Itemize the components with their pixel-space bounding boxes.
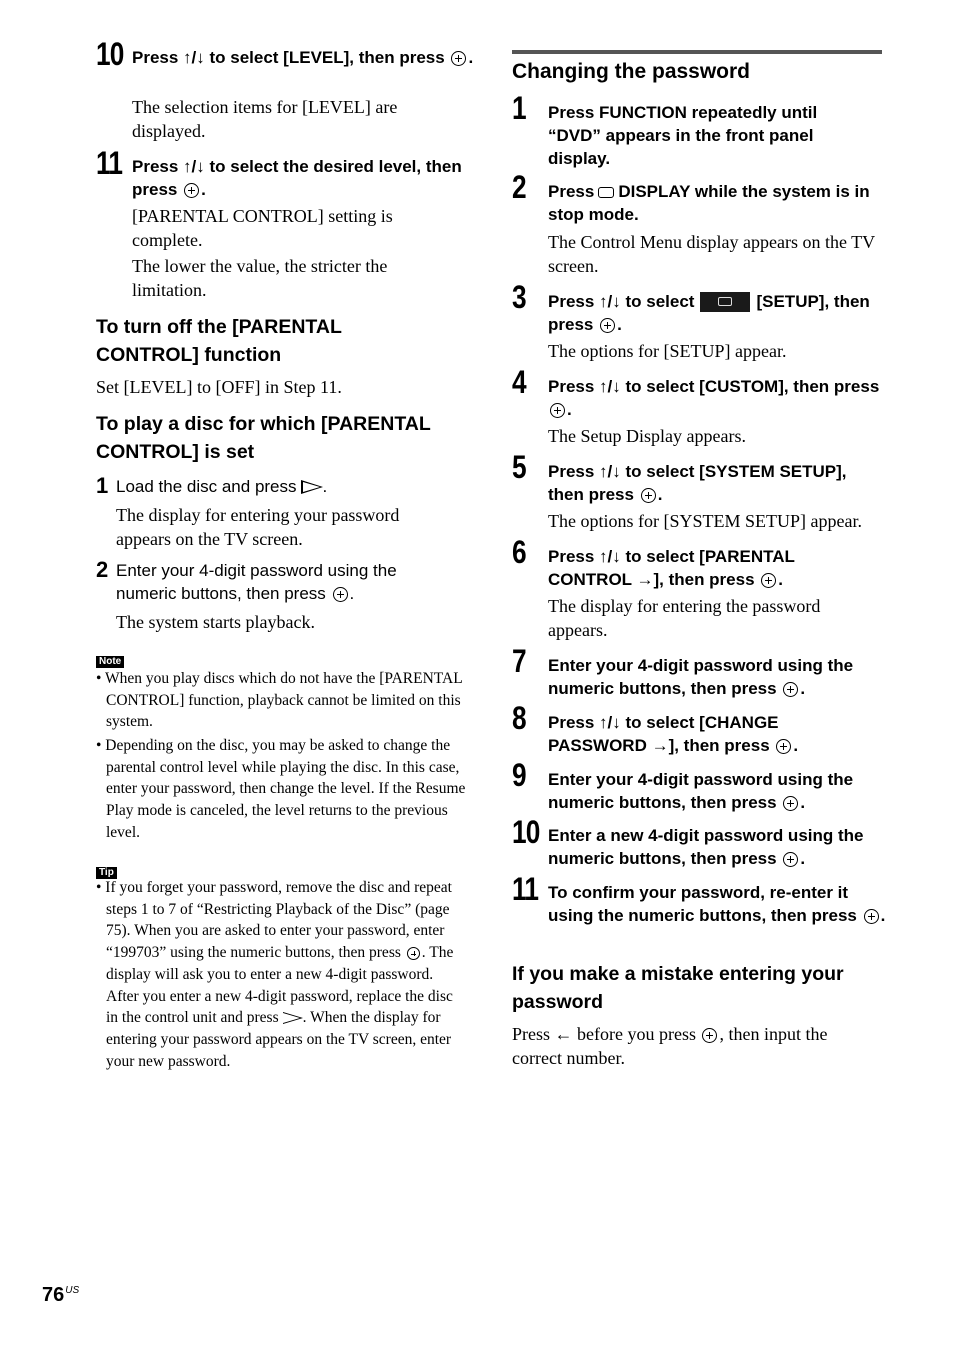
- step-instruction: Press ↑/↓ to select [CHANGE PASSWORD →], then press .: [548, 713, 799, 755]
- step-number: 11: [512, 871, 539, 907]
- mistake-body: Press ← before you press , then input the correct number.: [512, 1024, 828, 1068]
- step-number: 10: [512, 814, 540, 850]
- step-instruction: To confirm your password, re-enter it using the numeric buttons, then press .: [548, 883, 886, 925]
- turn-off-body: Set [LEVEL] to [OFF] in Step 11.: [96, 377, 342, 397]
- step-body: The options for [SETUP] appear.: [548, 341, 787, 361]
- step-instruction: Load the disc and press .: [116, 477, 328, 496]
- step-instruction: Enter your 4-digit password using the numeric buttons, then press .: [116, 561, 397, 603]
- enter-icon: [333, 587, 348, 602]
- enter-icon: [783, 852, 798, 867]
- step-instruction: Enter a new 4-digit password using the numeric buttons, then press .: [548, 826, 864, 868]
- step-number: 2: [96, 557, 109, 582]
- note-tag: Note: [96, 651, 124, 669]
- tip-tag: Tip: [96, 862, 117, 880]
- step-number: 5: [512, 449, 526, 485]
- enter-icon: [761, 573, 776, 588]
- enter-icon: [776, 739, 791, 754]
- play-disc-heading: To play a disc for which [PARENTAL CONTROL] is set: [96, 413, 431, 463]
- step-instruction: Press ↑/↓ to select the desired level, then press .: [132, 157, 462, 199]
- enter-icon: [641, 488, 656, 503]
- enter-icon: [783, 796, 798, 811]
- step-instruction: Enter your 4-digit password using the numeric buttons, then press .: [548, 656, 854, 698]
- step-body: The selection items for [LEVEL] are displayed.: [132, 97, 398, 141]
- step-body: [PARENTAL CONTROL] setting is complete.: [132, 206, 393, 250]
- step-number: 2: [512, 169, 526, 205]
- step-instruction: Press DISPLAY while the system is in stop mode.: [548, 182, 870, 224]
- enter-icon: [600, 318, 615, 333]
- step-instruction: Enter your 4-digit password using the numeric buttons, then press .: [548, 770, 854, 812]
- step-body: The display for entering your password appears on the TV screen.: [116, 505, 400, 549]
- step-number: 10: [96, 36, 124, 72]
- enter-icon: [184, 183, 199, 198]
- enter-icon: [783, 682, 798, 697]
- display-icon: [598, 187, 614, 198]
- step-number: 7: [512, 643, 526, 679]
- step-instruction: Press ↑/↓ to select [SETUP], then press .: [548, 292, 870, 334]
- turn-off-heading: To turn off the [PARENTAL CONTROL] function: [96, 316, 342, 366]
- tip-bullet: • If you forget your password, remove the disc and repeat steps 1 to 7 of “Restricting Playback of the Disc” (page 75). When you are asked to enter your password, enter “199703” using the numeric buttons, then press . The display will ask you to enter a new 4-digit password. After you enter a new 4-digit password, replace the disc in the control unit and press . When the display for entering your password appears on the TV screen, enter your new password.: [96, 879, 454, 1070]
- step-body: The system starts playback.: [116, 612, 315, 632]
- step-number: 1: [96, 473, 109, 498]
- enter-icon: [407, 947, 420, 960]
- step-body: The Control Menu display appears on the TV screen.: [548, 232, 875, 276]
- enter-icon: [864, 909, 879, 924]
- step-instruction: Press ↑/↓ to select [PARENTAL CONTROL →], then press .: [548, 547, 795, 589]
- page-suffix: US: [65, 1285, 80, 1296]
- step-number: 1: [512, 90, 526, 126]
- enter-icon: [451, 51, 466, 66]
- note-bullet: • Depending on the disc, you may be asked to change the parental control level while playing the disc. In this case, enter your password, then change the level. If the Resume Play mode is canceled, the level returns to the previous level.: [96, 737, 466, 841]
- step-instruction: Press ↑/↓ to select [LEVEL], then press .: [132, 48, 474, 67]
- page-number: $76^{US}$: [42, 1284, 80, 1306]
- step-number: 4: [512, 364, 526, 400]
- step-body: The Setup Display appears.: [548, 426, 746, 446]
- step-number: 11: [96, 145, 123, 181]
- step-body: The options for [SYSTEM SETUP] appear.: [548, 511, 862, 531]
- enter-icon: [702, 1028, 717, 1043]
- mistake-heading: If you make a mistake entering your password: [512, 963, 844, 1013]
- step-body: The lower the value, the stricter the limitation.: [132, 256, 388, 300]
- note-bullet: • When you play discs which do not have the [PARENTAL CONTROL] function, playback cannot be limited on this system.: [96, 670, 463, 731]
- play-icon: [283, 1012, 303, 1024]
- setup-toolbox-icon: [700, 292, 750, 312]
- step-number: 6: [512, 534, 526, 570]
- step-instruction: Press ↑/↓ to select [CUSTOM], then press .: [548, 377, 880, 419]
- section-heading: Changing the password: [512, 60, 751, 83]
- step-number: 8: [512, 700, 526, 736]
- play-icon: [301, 480, 323, 494]
- step-instruction: Press FUNCTION repeatedly until “DVD” appears in the front panel display.: [548, 103, 818, 168]
- section-rule: [512, 50, 882, 54]
- enter-icon: [550, 403, 565, 418]
- step-number: 9: [512, 757, 526, 793]
- step-number: 3: [512, 279, 526, 315]
- step-instruction: Press ↑/↓ to select [SYSTEM SETUP], then press .: [548, 462, 847, 504]
- step-body: The display for entering the password appears.: [548, 596, 821, 640]
